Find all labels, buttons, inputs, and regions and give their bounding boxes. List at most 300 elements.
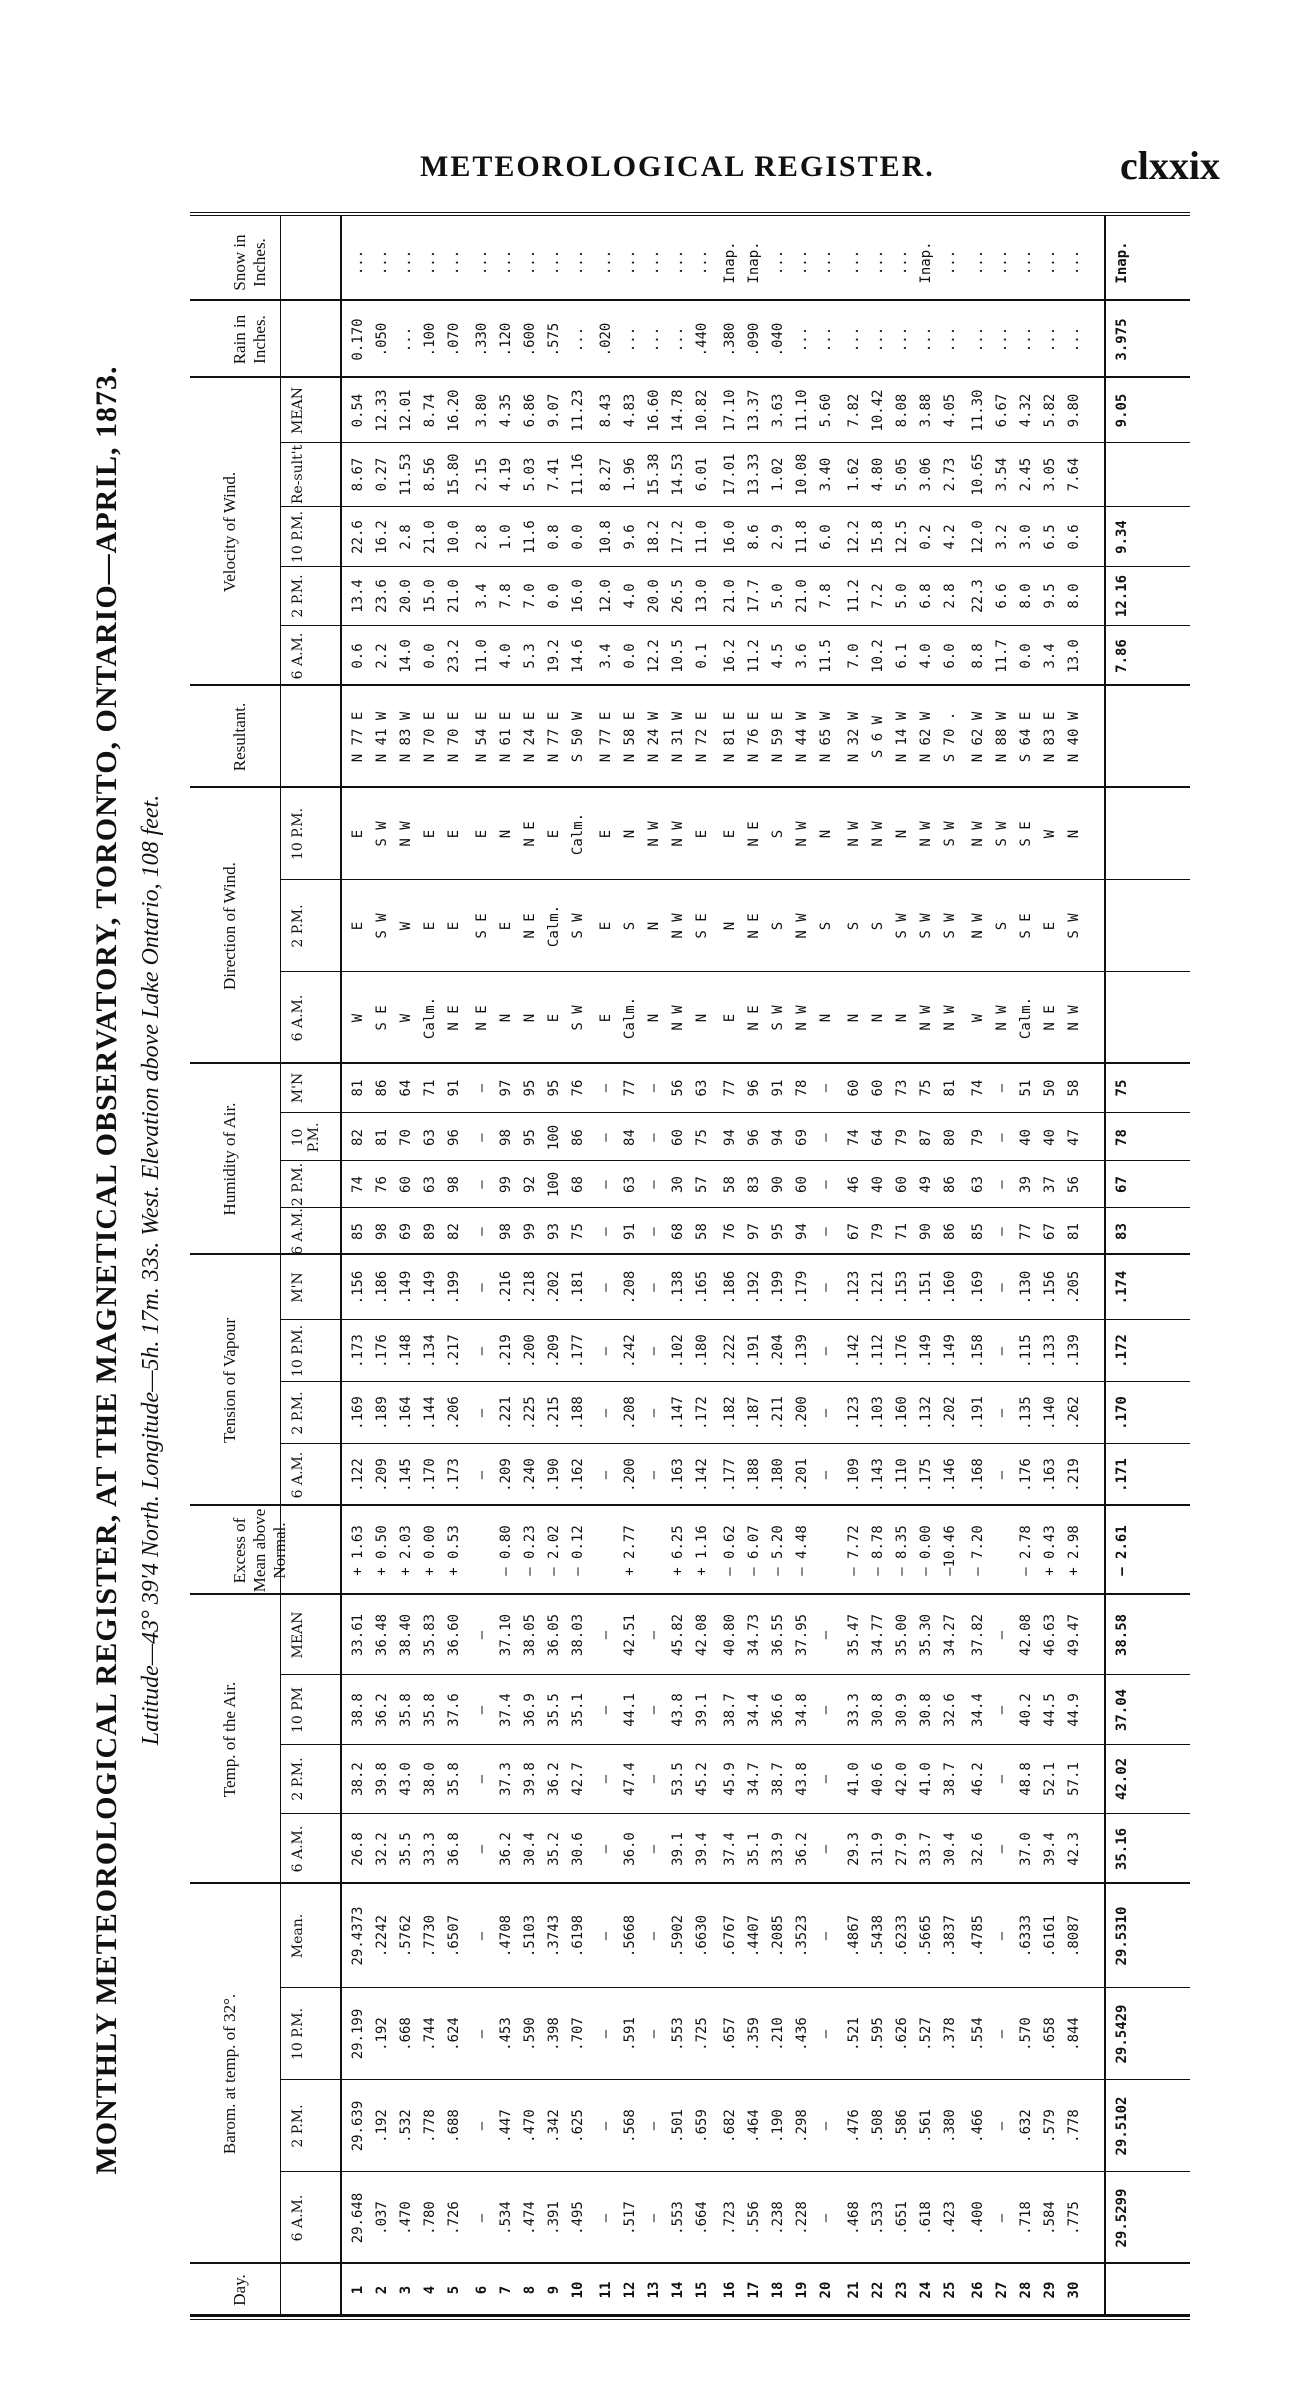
- header-rule: [340, 216, 342, 2316]
- table-cell-hm: 58: [1066, 1079, 1082, 1097]
- table-cell-v6: .201: [794, 1458, 810, 1492]
- table-cell-snow: ...: [1066, 249, 1082, 276]
- table-cell-w2: 7.8: [818, 583, 834, 609]
- subheader-w6: 6 A.M.: [290, 632, 306, 680]
- table-cell-w2: 2.8: [942, 583, 958, 609]
- table-cell-h10: 95: [522, 1129, 538, 1146]
- table-cell-t10: 30.8: [918, 1693, 934, 1727]
- table-cell-t2: 39.8: [374, 1762, 390, 1796]
- table-cell-t6: 39.4: [694, 1832, 710, 1866]
- table-cell-t10: —: [474, 1705, 490, 1715]
- table-cell-d2: S: [994, 921, 1010, 931]
- table-cell-d2: N: [646, 921, 662, 931]
- table-cell-snow: ...: [474, 249, 490, 276]
- table-cell-tm: —: [818, 1630, 834, 1640]
- table-cell-rain: ...: [942, 326, 958, 353]
- table-cell-t6: 33.7: [918, 1832, 934, 1866]
- table-cell-b2: —: [818, 2121, 834, 2131]
- table-cell-res: N 32 W: [846, 711, 862, 763]
- table-cell-ex: + 0.00: [422, 1525, 438, 1576]
- table-cell-v2: .182: [722, 1396, 738, 1430]
- table-cell-h10: 84: [622, 1129, 638, 1146]
- table-cell-t2: 42.7: [570, 1762, 586, 1796]
- table-cell-wm: 8.08: [894, 393, 910, 428]
- table-cell-d6: N: [846, 1013, 862, 1023]
- table-cell-hm: 74: [970, 1079, 986, 1097]
- column-group-velocity: Velocity of Wind.: [220, 471, 239, 593]
- table-cell-t6: 36.8: [446, 1832, 462, 1866]
- table-cell-t6: 32.2: [374, 1832, 390, 1866]
- table-cell-v6: —: [646, 1470, 662, 1480]
- table-cell-b10: .844: [1066, 2017, 1082, 2051]
- table-cell-v10: .148: [398, 1334, 414, 1368]
- table-cell-h6: 85: [350, 1223, 366, 1240]
- table-cell-b6: .238: [770, 2201, 786, 2235]
- table-cell-b2: —: [994, 2121, 1010, 2131]
- table-cell-ex: — 0.62: [722, 1525, 738, 1576]
- table-cell-bm: .3523: [794, 1914, 810, 1958]
- table-cell-wr: 3.05: [1042, 457, 1058, 492]
- table-cell-h10: 94: [770, 1129, 786, 1146]
- table-cell-h2: —: [818, 1180, 834, 1189]
- table-cell-w6: 6.1: [894, 643, 910, 669]
- table-cell-d6: S W: [570, 1005, 586, 1031]
- table-cell-b2: .447: [498, 2109, 514, 2143]
- table-cell-res: N 62 W: [970, 711, 986, 763]
- table-cell-b6: .228: [794, 2201, 810, 2235]
- table-cell-h10: —: [474, 1133, 490, 1142]
- table-cell-b2: .625: [570, 2109, 586, 2143]
- table-cell-tm: 45.82: [670, 1613, 686, 1657]
- table-cell-d10: N W: [870, 821, 886, 847]
- table-cell-t2: —: [818, 1774, 834, 1784]
- table-cell-v2: .188: [570, 1396, 586, 1430]
- table-cell-h2: 92: [522, 1176, 538, 1193]
- table-cell-rain: ...: [994, 326, 1010, 353]
- summary-cell-w6: 7.86: [1114, 639, 1130, 673]
- table-cell-rain: .020: [598, 322, 614, 357]
- table-cell-v10: .222: [722, 1334, 738, 1368]
- table-cell-snow: ...: [522, 249, 538, 276]
- table-cell-h10: 64: [870, 1129, 886, 1146]
- table-cell-b10: .521: [846, 2017, 862, 2051]
- column-group-excess: Excess of Mean above Normal.: [230, 1508, 289, 1593]
- table-cell-h10: 74: [846, 1129, 862, 1146]
- table-cell-res: N 76 E: [746, 711, 762, 763]
- table-cell-rain: ...: [870, 326, 886, 353]
- table-cell-d6: N W: [794, 1005, 810, 1031]
- table-cell-w2: 21.0: [722, 579, 738, 613]
- table-cell-bm: .5665: [918, 1914, 934, 1958]
- table-cell-hm: 77: [622, 1079, 638, 1097]
- table-cell-b2: .192: [374, 2109, 390, 2143]
- subheader-h2: 2 P.M.: [290, 1162, 306, 1207]
- table-cell-t6: 42.3: [1066, 1832, 1082, 1866]
- table-cell-bm: 29.4373: [350, 1906, 366, 1966]
- table-cell-wm: 3.80: [474, 393, 490, 428]
- table-cell-w10: 12.2: [846, 520, 862, 554]
- table-cell-v6: —: [994, 1470, 1010, 1480]
- table-cell-w10: 2.8: [474, 524, 490, 550]
- table-cell-bm: .6767: [722, 1914, 738, 1958]
- table-cell-bm: .5103: [522, 1914, 538, 1958]
- summary-cell-rain: 3.975: [1114, 318, 1130, 361]
- table-cell-t2: 52.1: [1042, 1762, 1058, 1796]
- table-cell-vm: .123: [846, 1270, 862, 1305]
- table-cell-b6: .556: [746, 2201, 762, 2235]
- table-cell-snow: ...: [374, 249, 390, 276]
- table-cell-bm: .4785: [970, 1914, 986, 1958]
- table-cell-h10: 98: [498, 1129, 514, 1146]
- table-cell-t10: 43.8: [670, 1693, 686, 1727]
- table-cell-t10: 35.5: [546, 1693, 562, 1727]
- table-cell-d2: N E: [746, 913, 762, 939]
- table-cell-w10: 15.8: [870, 520, 886, 554]
- table-cell-d2: S W: [570, 913, 586, 939]
- table-cell-d6: E: [722, 1013, 738, 1023]
- table-cell-t10: 40.2: [1018, 1693, 1034, 1727]
- table-cell-ex: + 0.50: [374, 1525, 390, 1576]
- table-cell-b10: .378: [942, 2017, 958, 2051]
- table-cell-v10: .149: [918, 1334, 934, 1368]
- table-cell-d6: N: [894, 1013, 910, 1023]
- table-cell-w10: 10.8: [598, 520, 614, 554]
- table-cell-vm: .156: [350, 1270, 366, 1305]
- table-cell-b6: .534: [498, 2201, 514, 2235]
- table-cell-b10: .554: [970, 2017, 986, 2051]
- table-cell-d6: S W: [770, 1005, 786, 1031]
- table-cell-h10: —: [646, 1133, 662, 1142]
- table-cell-w2: 3.4: [474, 583, 490, 609]
- table-cell-res: N 70 E: [446, 711, 462, 763]
- table-cell-w10: 11.0: [694, 520, 710, 554]
- table-cell-d2: E: [498, 921, 514, 931]
- table-cell-h2: 60: [398, 1176, 414, 1193]
- summary-cell-vm: .174: [1114, 1270, 1130, 1305]
- table-cell-d2: E: [446, 921, 462, 931]
- table-cell-vm: .181: [570, 1270, 586, 1305]
- table-cell-snow: ...: [694, 249, 710, 276]
- table-cell-w10: 12.0: [970, 520, 986, 554]
- table-cell-hm: 60: [846, 1079, 862, 1097]
- table-cell-w10: 10.0: [446, 520, 462, 554]
- table-cell-w2: 8.0: [1018, 583, 1034, 609]
- table-cell-v6: .209: [374, 1458, 390, 1492]
- day-number: 26: [970, 2281, 986, 2299]
- table-cell-hm: 75: [918, 1079, 934, 1097]
- table-cell-bm: .3837: [942, 1914, 958, 1958]
- table-cell-d10: S W: [994, 821, 1010, 847]
- table-cell-snow: ...: [970, 249, 986, 276]
- table-cell-h2: 99: [498, 1176, 514, 1193]
- table-cell-w6: 0.1: [694, 643, 710, 669]
- table-cell-w2: 15.0: [422, 579, 438, 613]
- table-cell-t2: 38.7: [942, 1762, 958, 1796]
- table-cell-t6: 30.6: [570, 1832, 586, 1866]
- table-cell-w10: 16.2: [374, 520, 390, 554]
- table-cell-t6: 36.2: [794, 1832, 810, 1866]
- day-number: 29: [1042, 2281, 1058, 2299]
- table-cell-rain: .330: [474, 322, 490, 357]
- table-cell-w10: 2.9: [770, 524, 786, 550]
- table-cell-w10: 3.0: [1018, 524, 1034, 550]
- summary-cell-t2: 42.02: [1114, 1757, 1130, 1801]
- day-number: 25: [942, 2281, 958, 2299]
- table-cell-h6: 93: [546, 1223, 562, 1240]
- table-cell-wr: 5.05: [894, 457, 910, 492]
- table-cell-v10: .200: [522, 1334, 538, 1368]
- table-cell-rain: ...: [846, 326, 862, 353]
- table-cell-d2: E: [422, 921, 438, 931]
- subheader-wm: MEAN: [290, 387, 306, 434]
- table-cell-v6: .190: [546, 1458, 562, 1492]
- table-cell-t6: —: [818, 1844, 834, 1854]
- table-cell-hm: 95: [546, 1079, 562, 1097]
- table-cell-t6: —: [598, 1844, 614, 1854]
- table-cell-h2: —: [598, 1180, 614, 1189]
- table-cell-w2: 16.0: [570, 579, 586, 613]
- table-cell-b2: .380: [942, 2109, 958, 2143]
- table-cell-t2: 43.8: [794, 1762, 810, 1796]
- table-cell-bm: .7730: [422, 1914, 438, 1958]
- table-cell-v10: .134: [422, 1334, 438, 1368]
- table-cell-d6: N: [498, 1013, 514, 1023]
- table-cell-d6: N E: [746, 1005, 762, 1031]
- table-cell-ex: — 7.20: [970, 1525, 986, 1576]
- table-cell-t2: 38.7: [770, 1762, 786, 1796]
- table-cell-v10: —: [474, 1346, 490, 1356]
- table-cell-snow: ...: [846, 249, 862, 276]
- table-cell-ex: — 8.35: [894, 1525, 910, 1576]
- table-cell-rain: ...: [398, 326, 414, 353]
- table-cell-v6: .173: [446, 1458, 462, 1492]
- table-cell-d2: S: [846, 921, 862, 931]
- table-cell-w2: 6.8: [918, 583, 934, 609]
- table-cell-b10: .626: [894, 2017, 910, 2051]
- table-cell-tm: 42.08: [694, 1613, 710, 1657]
- page-header-title: METEOROLOGICAL REGISTER.: [420, 150, 935, 183]
- table-cell-vm: —: [474, 1283, 490, 1292]
- table-cell-b6: .775: [1066, 2201, 1082, 2235]
- table-cell-t2: 43.0: [398, 1762, 414, 1796]
- table-cell-d6: W: [970, 1013, 986, 1023]
- table-cell-b6: .584: [1042, 2201, 1058, 2235]
- table-cell-b10: —: [598, 2029, 614, 2039]
- table-cell-v6: .163: [670, 1458, 686, 1492]
- table-cell-d10: N: [1066, 829, 1082, 839]
- table-cell-h10: 79: [970, 1129, 986, 1146]
- table-cell-rain: .600: [522, 322, 538, 357]
- table-cell-wr: 15.38: [646, 453, 662, 496]
- table-cell-t6: 32.6: [970, 1832, 986, 1866]
- table-cell-v6: .109: [846, 1458, 862, 1492]
- table-cell-h10: 96: [746, 1129, 762, 1146]
- table-cell-b2: .778: [1066, 2109, 1082, 2143]
- table-cell-res: N 77 E: [546, 711, 562, 763]
- summary-cell-w2: 12.16: [1114, 574, 1130, 618]
- table-cell-d2: N E: [522, 913, 538, 939]
- table-cell-t10: 38.8: [350, 1693, 366, 1727]
- table-cell-b6: .718: [1018, 2201, 1034, 2235]
- table-cell-d6: N: [522, 1013, 538, 1023]
- table-cell-d2: S: [770, 921, 786, 931]
- table-cell-v10: .173: [350, 1334, 366, 1368]
- table-cell-t10: 34.4: [970, 1693, 986, 1727]
- table-cell-w6: 7.0: [846, 643, 862, 669]
- table-cell-v6: .146: [942, 1458, 958, 1492]
- table-cell-bm: .6507: [446, 1914, 462, 1958]
- table-cell-res: N 40 W: [1066, 711, 1082, 763]
- table-cell-res: N 83 W: [398, 711, 414, 763]
- table-cell-wr: 13.33: [746, 453, 762, 496]
- table-cell-rain: ...: [670, 326, 686, 353]
- table-cell-h10: —: [598, 1133, 614, 1142]
- table-cell-wr: 0.27: [374, 457, 390, 492]
- table-cell-tm: 35.47: [846, 1613, 862, 1657]
- table-cell-b2: .466: [970, 2109, 986, 2143]
- table-cell-b10: .590: [522, 2017, 538, 2051]
- table-cell-w2: 5.0: [894, 583, 910, 609]
- table-cell-t2: 45.9: [722, 1762, 738, 1796]
- table-cell-b2: .659: [694, 2109, 710, 2143]
- table-cell-bm: .2085: [770, 1914, 786, 1958]
- table-cell-d6: W: [350, 1013, 366, 1023]
- table-cell-v2: .215: [546, 1396, 562, 1430]
- table-cell-wm: 9.80: [1066, 393, 1082, 428]
- table-cell-wm: 3.88: [918, 393, 934, 428]
- table-cell-ex: — 7.72: [846, 1525, 862, 1576]
- table-cell-tm: 40.80: [722, 1613, 738, 1657]
- table-cell-d6: N W: [1066, 1005, 1082, 1031]
- table-cell-wr: 8.67: [350, 457, 366, 492]
- table-cell-d2: S W: [942, 913, 958, 939]
- table-cell-w10: 0.8: [546, 524, 562, 550]
- table-cell-t2: 35.8: [446, 1762, 462, 1796]
- table-cell-v6: —: [818, 1470, 834, 1480]
- table-cell-wm: 10.82: [694, 389, 710, 432]
- table-cell-b2: 29.639: [350, 2100, 366, 2152]
- table-cell-bm: .6198: [570, 1914, 586, 1958]
- column-group-humidity: Humidity of Air.: [220, 1102, 239, 1216]
- table-cell-d6: W: [398, 1013, 414, 1023]
- summary-cell-v6: .171: [1114, 1458, 1130, 1492]
- column-group-direction: Direction of Wind.: [220, 862, 239, 990]
- subheader-t6: 6 A.M.: [290, 1825, 306, 1873]
- table-cell-w10: 21.0: [422, 520, 438, 554]
- day-number: 13: [646, 2281, 662, 2299]
- table-cell-w6: 4.5: [770, 643, 786, 669]
- table-cell-ex: — 5.20: [770, 1525, 786, 1576]
- table-cell-rain: .040: [770, 322, 786, 357]
- table-cell-h10: 100: [546, 1124, 562, 1151]
- table-cell-h2: 39: [1018, 1176, 1034, 1193]
- table-cell-b6: .400: [970, 2201, 986, 2235]
- day-number: 2: [374, 2285, 390, 2295]
- table-cell-t6: 37.0: [1018, 1832, 1034, 1866]
- table-cell-h6: —: [474, 1227, 490, 1236]
- table-cell-b10: .436: [794, 2017, 810, 2051]
- column-group-vapour: Tension of Vapour: [220, 1317, 239, 1444]
- table-cell-w2: 8.0: [1066, 583, 1082, 609]
- table-cell-h6: 76: [722, 1223, 738, 1240]
- table-cell-tm: 42.08: [1018, 1613, 1034, 1657]
- table-cell-v6: .175: [918, 1458, 934, 1492]
- table-cell-h6: 82: [446, 1223, 462, 1240]
- table-title: MONTHLY METEOROLOGICAL REGISTER, AT THE MAGNETICAL OBSERVATORY, TORONTO, ONTARIO—APRIL, 1873.: [90, 365, 123, 2175]
- table-cell-wr: 3.06: [918, 457, 934, 492]
- table-cell-snow: ...: [398, 249, 414, 276]
- table-cell-v10: .158: [970, 1334, 986, 1368]
- table-cell-w10: 11.8: [794, 520, 810, 554]
- table-cell-h6: 81: [1066, 1223, 1082, 1240]
- day-number: 24: [918, 2281, 934, 2299]
- table-cell-vm: .205: [1066, 1270, 1082, 1305]
- column-group-barom: Barom. at temp. of 32°.: [220, 1993, 239, 2155]
- table-cell-v2: —: [598, 1408, 614, 1418]
- table-cell-h10: 82: [350, 1129, 366, 1146]
- table-cell-b2: .586: [894, 2109, 910, 2143]
- table-cell-w2: 21.0: [446, 579, 462, 613]
- table-cell-d10: E: [598, 829, 614, 839]
- table-cell-b10: .725: [694, 2017, 710, 2051]
- subheader-t10: 10 PM: [290, 1686, 306, 1734]
- table-cell-bm: .3743: [546, 1914, 562, 1958]
- subheader-d2: 2 P.M.: [290, 904, 306, 948]
- table-cell-d10: N W: [398, 821, 414, 847]
- subheader-b2: 2 P.M.: [290, 2104, 306, 2148]
- table-cell-ex: — 0.80: [498, 1525, 514, 1576]
- table-cell-v10: .219: [498, 1334, 514, 1368]
- table-cell-t2: 48.8: [1018, 1762, 1034, 1796]
- subheader-vm: M'N: [290, 1272, 306, 1303]
- table-cell-t10: 33.3: [846, 1693, 862, 1727]
- day-number: 4: [422, 2285, 438, 2295]
- table-cell-wm: 5.82: [1042, 393, 1058, 428]
- table-cell-t2: 53.5: [670, 1762, 686, 1796]
- table-cell-hm: 96: [746, 1079, 762, 1097]
- table-cell-v6: —: [598, 1470, 614, 1480]
- summary-cell-b6: 29.5299: [1114, 2188, 1130, 2248]
- table-cell-v6: .176: [1018, 1458, 1034, 1492]
- table-cell-ex: + 0.53: [446, 1525, 462, 1576]
- summary-cell-ex: — 2.61: [1114, 1525, 1130, 1576]
- table-cell-rain: ...: [1042, 326, 1058, 353]
- table-cell-hm: 56: [670, 1079, 686, 1097]
- table-cell-tm: 37.10: [498, 1613, 514, 1657]
- table-cell-snow: ...: [942, 249, 958, 276]
- table-cell-v6: .163: [1042, 1458, 1058, 1492]
- day-number: 10: [570, 2281, 586, 2299]
- table-cell-t2: 38.2: [350, 1762, 366, 1796]
- table-cell-t6: 29.3: [846, 1832, 862, 1866]
- table-cell-snow: ...: [870, 249, 886, 276]
- table-cell-snow: Inap.: [746, 241, 762, 284]
- table-cell-rain: .100: [422, 322, 438, 357]
- table-cell-d10: N W: [646, 821, 662, 847]
- day-number: 16: [722, 2281, 738, 2299]
- table-cell-ex: — 2.78: [1018, 1525, 1034, 1576]
- table-cell-w2: 7.8: [498, 583, 514, 609]
- table-cell-wm: 4.32: [1018, 393, 1034, 428]
- table-cell-tm: 36.60: [446, 1613, 462, 1657]
- table-cell-v10: .139: [1066, 1334, 1082, 1368]
- summary-cell-h6: 83: [1114, 1223, 1130, 1240]
- table-cell-wr: 6.01: [694, 457, 710, 492]
- summary-cell-b10: 29.5429: [1114, 2004, 1130, 2064]
- summary-cell-hm: 75: [1114, 1079, 1130, 1097]
- table-cell-b2: .501: [670, 2109, 686, 2143]
- table-cell-b10: —: [646, 2029, 662, 2039]
